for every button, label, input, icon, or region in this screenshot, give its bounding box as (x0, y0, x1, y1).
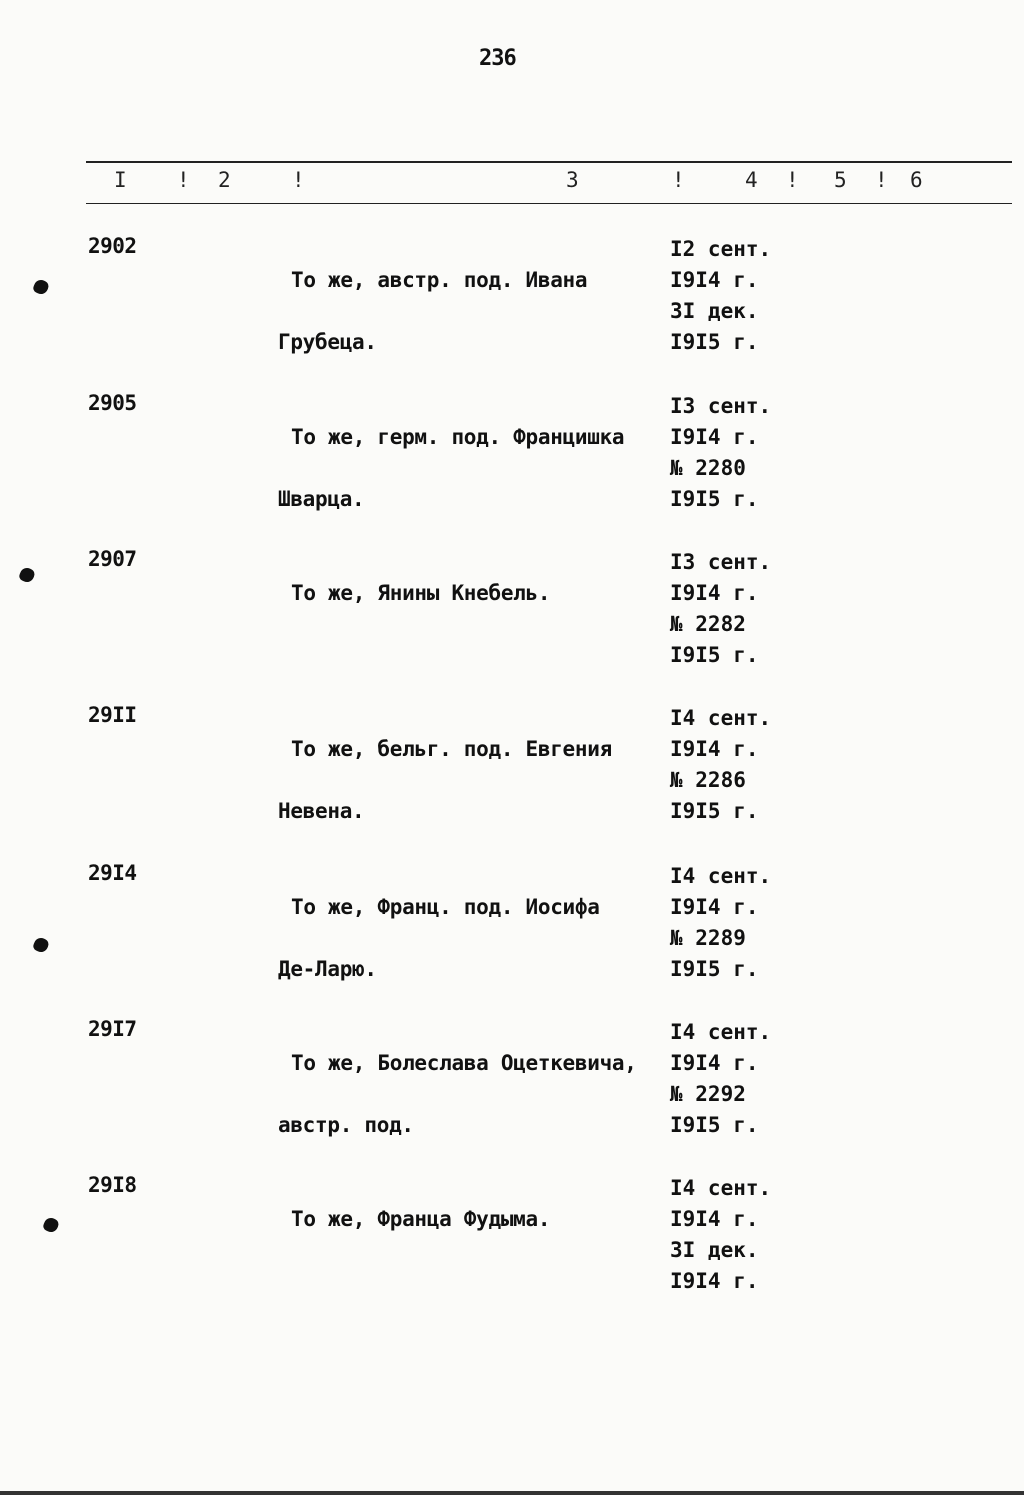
date-line: I4 сент. (670, 1020, 772, 1044)
record-number: 29I4 (88, 861, 137, 885)
description-line: Шварца. (278, 487, 365, 511)
date-line: I4 сент. (670, 706, 772, 730)
description-line: Де-Ларю. (278, 957, 377, 981)
record-row (0, 1017, 1024, 1157)
record-description (278, 1017, 658, 1172)
date-line: I4 сент. (670, 1176, 772, 1200)
record-row (0, 1173, 1024, 1313)
page-number: 236 (479, 46, 516, 71)
column-header-5: 5 (834, 168, 847, 192)
description-line: То же, Франц. под. Иосифа (291, 895, 600, 919)
scan-bottom-edge (0, 1491, 1024, 1495)
date-line: № 2280 (670, 456, 746, 480)
date-line: I9I5 г. (670, 799, 759, 823)
date-line: № 2286 (670, 768, 746, 792)
column-separator: ! (875, 168, 888, 192)
date-line: I9I5 г. (670, 487, 759, 511)
description-line: То же, австр. под. Ивана (291, 268, 588, 292)
column-header-3: 3 (566, 168, 579, 192)
description-line: То же, бельг. под. Евгения (291, 737, 612, 761)
description-line: То же, Франца Фудыма. (291, 1207, 551, 1231)
description-line: австр. под. (278, 1113, 414, 1137)
record-number: 29I7 (88, 1017, 137, 1041)
date-line: № 2282 (670, 612, 746, 636)
date-line: I2 сент. (670, 237, 772, 261)
record-dates (670, 1017, 830, 1141)
date-line: I4 сент. (670, 864, 772, 888)
date-line: 3I дек. (670, 1238, 759, 1262)
record-dates (670, 861, 830, 985)
date-line: I3 сент. (670, 394, 772, 418)
record-row (0, 391, 1024, 531)
date-line: I9I5 г. (670, 957, 759, 981)
date-line: I9I4 г. (670, 1269, 759, 1293)
record-dates (670, 1173, 830, 1297)
date-line: № 2289 (670, 926, 746, 950)
record-description (278, 234, 658, 389)
record-description (278, 861, 658, 1016)
date-line: I9I5 г. (670, 643, 759, 667)
record-row (0, 861, 1024, 1001)
record-number: 29II (88, 703, 137, 727)
description-line: Невена. (278, 799, 365, 823)
record-dates (670, 391, 830, 515)
column-header-2: 2 (218, 168, 231, 192)
date-line: I9I4 г. (670, 1051, 759, 1075)
record-description (278, 1173, 658, 1266)
description-line: То же, Болеслава Оцеткевича, (291, 1051, 637, 1075)
description-line: То же, Янины Кнебель. (291, 581, 551, 605)
column-separator: ! (786, 168, 799, 192)
column-separator: ! (177, 168, 190, 192)
date-line: I3 сент. (670, 550, 772, 574)
date-line: I9I5 г. (670, 330, 759, 354)
record-number: 29I8 (88, 1173, 137, 1197)
description-line: То же, герм. под. Францишка (291, 425, 625, 449)
record-number: 2905 (88, 391, 137, 415)
record-description (278, 547, 658, 640)
date-line: I9I4 г. (670, 895, 759, 919)
header-top-rule (86, 161, 1012, 163)
column-separator: ! (672, 168, 685, 192)
record-dates (670, 703, 830, 827)
date-line: I9I4 г. (670, 1207, 759, 1231)
record-description (278, 703, 658, 858)
header-bottom-rule (86, 203, 1012, 204)
record-dates (670, 234, 830, 358)
date-line: I9I4 г. (670, 425, 759, 449)
record-row (0, 703, 1024, 843)
record-row (0, 547, 1024, 687)
date-line: I9I4 г. (670, 268, 759, 292)
date-line: № 2292 (670, 1082, 746, 1106)
column-separator: ! (292, 168, 305, 192)
column-header-4: 4 (745, 168, 758, 192)
date-line: I9I4 г. (670, 737, 759, 761)
record-dates (670, 547, 830, 671)
record-number: 2902 (88, 234, 137, 258)
record-description (278, 391, 658, 546)
record-row (0, 234, 1024, 374)
date-line: 3I дек. (670, 299, 759, 323)
date-line: I9I4 г. (670, 581, 759, 605)
date-line: I9I5 г. (670, 1113, 759, 1137)
description-line: Грубеца. (278, 330, 377, 354)
column-header-6: 6 (910, 168, 923, 192)
column-header-1: I (114, 168, 127, 192)
record-number: 2907 (88, 547, 137, 571)
